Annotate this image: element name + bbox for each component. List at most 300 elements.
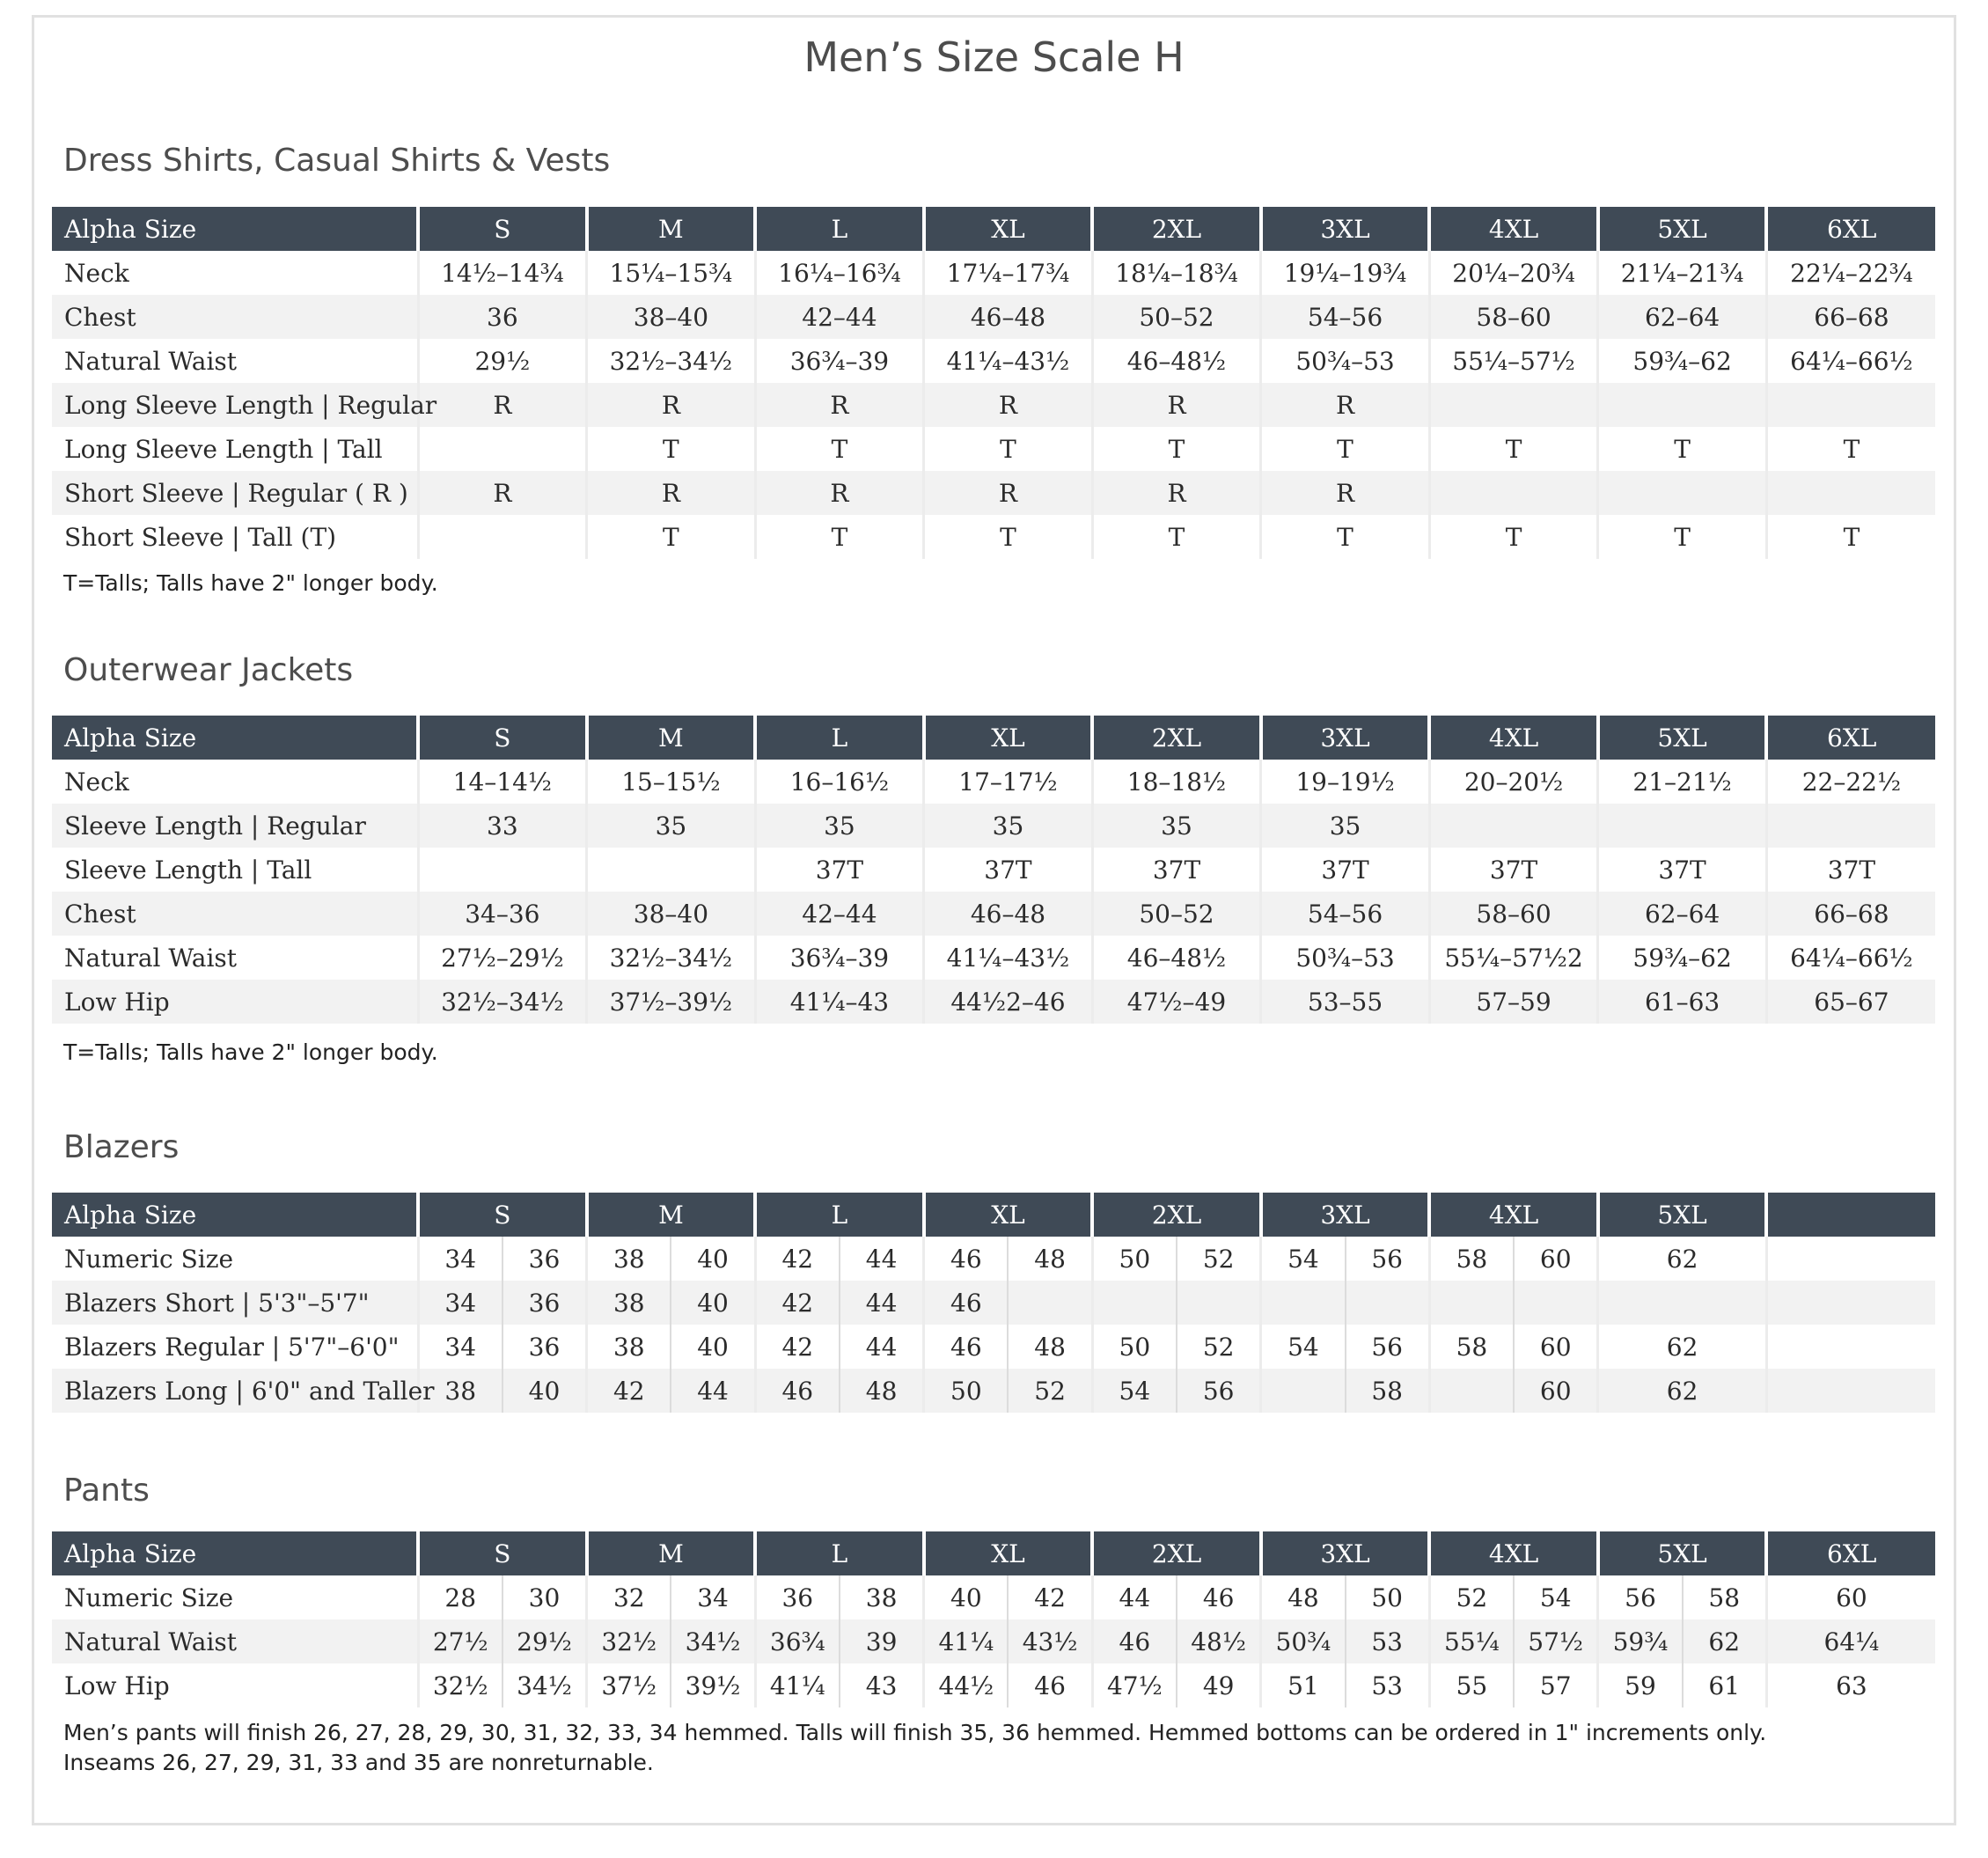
table-cell: 36 — [418, 295, 587, 339]
table-cell: 50 — [1092, 1237, 1177, 1281]
table-cell: 32½–34½ — [587, 339, 756, 383]
table-cell: 21¼–21¾ — [1598, 251, 1767, 295]
table-row — [52, 1369, 1935, 1413]
table-cell: 40 — [671, 1281, 755, 1325]
table-cell — [1766, 383, 1935, 427]
table-row — [52, 848, 1935, 892]
table-cell: 60 — [1766, 1575, 1935, 1619]
table-cell: 35 — [587, 804, 756, 848]
table-cell: 15–15½ — [587, 760, 756, 804]
size-header: 2XL — [1092, 207, 1261, 251]
table-cell: 46 — [1092, 1619, 1177, 1663]
size-header: 6XL — [1766, 1531, 1935, 1575]
table-cell: 56 — [1346, 1237, 1430, 1281]
table-cell: 40 — [924, 1575, 1009, 1619]
table-cell: T — [1598, 515, 1767, 559]
table-row — [52, 1619, 1935, 1663]
table-cell: 22¼–22¾ — [1766, 251, 1935, 295]
table-cell: 49 — [1177, 1663, 1261, 1707]
table-cell: 54 — [1261, 1237, 1346, 1281]
table-cell: 50 — [1092, 1325, 1177, 1369]
table-cell: 58 — [1683, 1575, 1767, 1619]
table-cell: 59¾ — [1598, 1619, 1683, 1663]
table-cell: 50¾–53 — [1261, 339, 1430, 383]
alpha-size-header: Alpha Size — [52, 1531, 418, 1575]
size-header: 3XL — [1261, 1193, 1430, 1237]
table-cell: 16–16½ — [755, 760, 924, 804]
size-header: S — [418, 716, 587, 760]
table-cell: T — [924, 427, 1093, 471]
table-cell: 34 — [418, 1325, 503, 1369]
table-cell: 36¾–39 — [755, 936, 924, 980]
row-label: Sleeve Length | Regular — [52, 804, 418, 848]
table-cell — [418, 515, 587, 559]
table-cell — [1429, 1281, 1514, 1325]
table-cell: R — [755, 471, 924, 515]
size-header: M — [587, 1193, 756, 1237]
table-cell: 34½ — [503, 1663, 587, 1707]
table-cell: 34 — [418, 1237, 503, 1281]
size-header: 4XL — [1429, 716, 1598, 760]
table-cell: 54–56 — [1261, 892, 1430, 936]
table-cell: 48 — [840, 1369, 924, 1413]
table-cell: 47½–49 — [1092, 980, 1261, 1024]
table-cell: 46 — [755, 1369, 840, 1413]
table-cell: 61 — [1683, 1663, 1767, 1707]
table-cell: 37½–39½ — [587, 980, 756, 1024]
table-cell: 21–21½ — [1598, 760, 1767, 804]
table-cell: 20–20½ — [1429, 760, 1598, 804]
row-label: Neck — [64, 767, 129, 797]
table-cell: 18¼–18¾ — [1092, 251, 1261, 295]
table-cell: 44 — [840, 1237, 924, 1281]
table-cell: 37T — [755, 848, 924, 892]
table-cell — [1177, 1281, 1261, 1325]
table-cell: 46 — [924, 1281, 1009, 1325]
table-cell: 42 — [587, 1369, 671, 1413]
table-cell: 41¼–43 — [755, 980, 924, 1024]
table-cell — [587, 848, 756, 892]
table-cell: 42 — [755, 1237, 840, 1281]
table-cell: 34½ — [671, 1619, 755, 1663]
table-cell: 41¼ — [755, 1663, 840, 1707]
row-label: Neck — [64, 258, 129, 288]
blazers-section-title: Blazers — [63, 1129, 180, 1165]
size-header: L — [755, 1193, 924, 1237]
table-cell: T — [587, 515, 756, 559]
size-header: XL — [924, 1531, 1093, 1575]
row-label: Short Sleeve | Regular ( R ) — [52, 471, 418, 515]
table-cell: 43 — [840, 1663, 924, 1707]
table-cell — [1766, 471, 1935, 515]
table-cell: 57½ — [1514, 1619, 1598, 1663]
table-cell: 30 — [503, 1575, 587, 1619]
table-cell: T — [1261, 515, 1430, 559]
table-cell — [1429, 471, 1598, 515]
page-title: Men’s Size Scale H — [803, 33, 1185, 81]
row-label: Chest — [52, 892, 418, 936]
table-row — [52, 1281, 1935, 1325]
table-cell — [1766, 1369, 1935, 1413]
table-cell: 46–48½ — [1092, 339, 1261, 383]
table-cell: 48 — [1008, 1237, 1092, 1281]
table-cell: 66–68 — [1766, 892, 1935, 936]
pants-section-title: Pants — [63, 1472, 150, 1509]
table-row — [52, 383, 1935, 427]
row-label: Natural Waist — [52, 1619, 418, 1663]
table-cell: 37T — [1092, 848, 1261, 892]
size-header: 5XL — [1598, 1193, 1767, 1237]
table-cell: 64¼ — [1766, 1619, 1935, 1663]
table-row — [52, 936, 1935, 980]
table-cell: 58 — [1346, 1369, 1430, 1413]
table-cell: 37T — [1429, 848, 1598, 892]
table-cell: 46 — [924, 1237, 1009, 1281]
table-cell: T — [1766, 427, 1935, 471]
table-cell: 38 — [418, 1369, 503, 1413]
table-cell: 41¼–43½ — [924, 339, 1093, 383]
size-header: 4XL — [1429, 1193, 1598, 1237]
table-cell: R — [1092, 383, 1261, 427]
table-cell: 44 — [840, 1325, 924, 1369]
alpha-size-header: Alpha Size — [52, 207, 418, 251]
size-header: 3XL — [1261, 1531, 1430, 1575]
shirts-section-title: Dress Shirts, Casual Shirts & Vests — [63, 143, 611, 179]
table-cell: 52 — [1008, 1369, 1092, 1413]
table-cell: R — [924, 383, 1093, 427]
table-cell: 55¼–57½2 — [1429, 936, 1598, 980]
shirts-table — [52, 207, 1935, 559]
table-cell: 32 — [587, 1575, 671, 1619]
table-cell: 53 — [1346, 1663, 1430, 1707]
table-cell: 38 — [587, 1325, 671, 1369]
table-cell: 62 — [1683, 1619, 1767, 1663]
row-label: Numeric Size — [64, 1244, 234, 1274]
outerwear-table — [52, 716, 1935, 1024]
table-cell: 32½ — [587, 1619, 671, 1663]
table-cell: 38 — [587, 1237, 671, 1281]
alpha-size-header: Alpha Size — [52, 716, 418, 760]
table-cell: R — [1092, 471, 1261, 515]
table-cell: 16¼–16¾ — [755, 251, 924, 295]
outerwear-section-title: Outerwear Jackets — [63, 652, 354, 688]
row-label: Sleeve Length | Tall — [64, 855, 312, 885]
table-cell: 56 — [1598, 1575, 1683, 1619]
table-row — [52, 295, 1935, 339]
table-cell: 54 — [1261, 1325, 1346, 1369]
size-header: XL — [924, 716, 1093, 760]
table-cell — [1092, 1281, 1177, 1325]
table-cell: 44 — [840, 1281, 924, 1325]
table-row — [52, 515, 1935, 559]
table-cell: 32½–34½ — [418, 980, 587, 1024]
table-cell: 37T — [1261, 848, 1430, 892]
table-cell: 14½–14¾ — [418, 251, 587, 295]
size-header: M — [587, 716, 756, 760]
table-cell — [1429, 804, 1598, 848]
table-cell: 37T — [924, 848, 1093, 892]
table-cell: 58 — [1429, 1325, 1514, 1369]
table-cell — [1598, 383, 1767, 427]
table-cell: 14–14½ — [418, 760, 587, 804]
table-cell: 62 — [1598, 1325, 1767, 1369]
table-cell: 58–60 — [1429, 892, 1598, 936]
table-cell: 46 — [1008, 1663, 1092, 1707]
table-cell: 62 — [1598, 1237, 1767, 1281]
table-cell: R — [1261, 383, 1430, 427]
table-cell: 40 — [671, 1325, 755, 1369]
pants-note-line: Inseams 26, 27, 29, 31, 33 and 35 are nonreturnable. — [63, 1750, 654, 1775]
table-cell: R — [755, 383, 924, 427]
table-cell: 44½2–46 — [924, 980, 1093, 1024]
table-cell: 54 — [1092, 1369, 1177, 1413]
table-cell: 36 — [503, 1237, 587, 1281]
table-cell: 60 — [1514, 1237, 1598, 1281]
row-label: Chest — [52, 295, 418, 339]
table-cell: 32½ — [418, 1663, 503, 1707]
table-cell: 40 — [671, 1237, 755, 1281]
size-header: 2XL — [1092, 716, 1261, 760]
table-cell: 29½ — [418, 339, 587, 383]
size-header: 2XL — [1092, 1193, 1261, 1237]
table-row — [52, 471, 1935, 515]
table-cell: 46 — [924, 1325, 1009, 1369]
table-cell: 19¼–19¾ — [1261, 251, 1430, 295]
size-header: 5XL — [1598, 716, 1767, 760]
table-cell: 36 — [755, 1575, 840, 1619]
table-cell: 37T — [1598, 848, 1767, 892]
table-cell: 50–52 — [1092, 892, 1261, 936]
table-cell: 48½ — [1177, 1619, 1261, 1663]
table-cell — [1346, 1281, 1430, 1325]
table-cell: 41¼ — [924, 1619, 1009, 1663]
table-cell: 18–18½ — [1092, 760, 1261, 804]
table-cell: 17–17½ — [924, 760, 1093, 804]
table-row — [52, 1325, 1935, 1369]
size-header: 4XL — [1429, 207, 1598, 251]
table-cell: 47½ — [1092, 1663, 1177, 1707]
row-label: Blazers Long | 6'0" and Taller — [52, 1369, 418, 1413]
row-label: Short Sleeve | Tall (T) — [64, 522, 337, 552]
table-cell: T — [1766, 515, 1935, 559]
table-cell: 48 — [1008, 1325, 1092, 1369]
table-cell: 43½ — [1008, 1619, 1092, 1663]
table-cell: 66–68 — [1766, 295, 1935, 339]
table-cell: R — [924, 471, 1093, 515]
table-cell: T — [1429, 427, 1598, 471]
table-cell: T — [755, 427, 924, 471]
table-cell: 35 — [924, 804, 1093, 848]
size-header: 5XL — [1598, 1531, 1767, 1575]
table-cell: T — [1092, 515, 1261, 559]
table-cell: 52 — [1177, 1325, 1261, 1369]
table-cell: 59¾–62 — [1598, 339, 1767, 383]
table-cell: 52 — [1429, 1575, 1514, 1619]
table-cell: 59 — [1598, 1663, 1683, 1707]
size-header: S — [418, 207, 587, 251]
table-cell: 46–48½ — [1092, 936, 1261, 980]
size-header: L — [755, 1531, 924, 1575]
size-header — [1766, 1193, 1935, 1237]
row-label: Natural Waist — [64, 943, 238, 973]
table-cell: 19–19½ — [1261, 760, 1430, 804]
table-cell: 55¼–57½ — [1429, 339, 1598, 383]
size-header: 6XL — [1766, 207, 1935, 251]
table-cell: 38–40 — [587, 892, 756, 936]
table-cell: 44½ — [924, 1663, 1009, 1707]
table-cell: 60 — [1514, 1325, 1598, 1369]
table-cell: R — [587, 471, 756, 515]
table-cell: R — [1261, 471, 1430, 515]
table-cell — [1598, 804, 1767, 848]
table-cell: 42 — [755, 1281, 840, 1325]
table-row — [52, 980, 1935, 1024]
table-cell: 56 — [1346, 1325, 1430, 1369]
table-row — [52, 1575, 1935, 1619]
table-cell: 57–59 — [1429, 980, 1598, 1024]
table-cell: 56 — [1177, 1369, 1261, 1413]
table-cell: 58 — [1429, 1237, 1514, 1281]
table-cell — [1766, 1237, 1935, 1281]
table-cell — [1429, 1369, 1514, 1413]
table-cell: 46–48 — [924, 295, 1093, 339]
table-cell: 64¼–66½ — [1766, 936, 1935, 980]
table-header-row — [52, 1193, 1935, 1237]
table-cell: 42 — [1008, 1575, 1092, 1619]
table-cell: T — [1429, 515, 1598, 559]
table-cell: 28 — [418, 1575, 503, 1619]
table-cell: 58–60 — [1429, 295, 1598, 339]
table-cell: 59¾–62 — [1598, 936, 1767, 980]
table-cell: T — [924, 515, 1093, 559]
table-cell: 34–36 — [418, 892, 587, 936]
table-cell: 48 — [1261, 1575, 1346, 1619]
table-cell — [1766, 1325, 1935, 1369]
outerwear-note: T=Talls; Talls have 2" longer body. — [63, 1039, 438, 1065]
table-cell — [1766, 804, 1935, 848]
table-cell: 62 — [1598, 1369, 1767, 1413]
table-cell: 34 — [418, 1281, 503, 1325]
size-header: XL — [924, 1193, 1093, 1237]
size-header: 5XL — [1598, 207, 1767, 251]
table-cell — [418, 427, 587, 471]
shirts-note: T=Talls; Talls have 2" longer body. — [63, 570, 438, 596]
table-cell: 39½ — [671, 1663, 755, 1707]
table-cell: 62–64 — [1598, 892, 1767, 936]
table-cell: 36 — [503, 1325, 587, 1369]
table-cell: 40 — [503, 1369, 587, 1413]
table-cell: 55¼ — [1429, 1619, 1514, 1663]
table-cell: 44 — [1092, 1575, 1177, 1619]
row-label: Blazers Short | 5'3"–5'7" — [52, 1281, 418, 1325]
table-header-row — [52, 716, 1935, 760]
table-cell: 27½ — [418, 1619, 503, 1663]
table-cell: R — [587, 383, 756, 427]
size-header: L — [755, 716, 924, 760]
table-cell — [1008, 1281, 1092, 1325]
table-cell: 50¾–53 — [1261, 936, 1430, 980]
table-row — [52, 1663, 1935, 1707]
table-cell: 57 — [1514, 1663, 1598, 1707]
table-row — [52, 892, 1935, 936]
table-cell — [1429, 383, 1598, 427]
size-header: 3XL — [1261, 207, 1430, 251]
row-label: Low Hip — [64, 1671, 170, 1700]
table-cell: 27½–29½ — [418, 936, 587, 980]
table-cell: 36¾ — [755, 1619, 840, 1663]
size-header: 2XL — [1092, 1531, 1261, 1575]
table-cell: T — [1598, 427, 1767, 471]
pants-table — [52, 1531, 1935, 1707]
table-cell: T — [1092, 427, 1261, 471]
table-cell — [1598, 471, 1767, 515]
table-cell: 50 — [1346, 1575, 1430, 1619]
table-row — [52, 760, 1935, 804]
table-cell: 42 — [755, 1325, 840, 1369]
table-cell: 46–48 — [924, 892, 1093, 936]
table-cell: 54 — [1514, 1575, 1598, 1619]
size-header: S — [418, 1531, 587, 1575]
table-cell: T — [1261, 427, 1430, 471]
size-header: 6XL — [1766, 716, 1935, 760]
table-cell: 53–55 — [1261, 980, 1430, 1024]
size-header: M — [587, 207, 756, 251]
table-header-row — [52, 1531, 1935, 1575]
pants-note-line: Men’s pants will finish 26, 27, 28, 29, 30, 31, 32, 33, 34 hemmed. Talls will finish 35, 36 hemmed. Hemmed bottoms can be ordered in 1" increments only. — [63, 1720, 1767, 1745]
row-label: Blazers Regular | 5'7"–6'0" — [64, 1332, 400, 1362]
table-cell: 64¼–66½ — [1766, 339, 1935, 383]
table-cell: T — [755, 515, 924, 559]
table-cell: 32½–34½ — [587, 936, 756, 980]
table-cell: 22–22½ — [1766, 760, 1935, 804]
size-header: S — [418, 1193, 587, 1237]
size-header: 3XL — [1261, 716, 1430, 760]
table-cell: 33 — [418, 804, 587, 848]
table-cell: 35 — [1092, 804, 1261, 848]
table-cell: 38 — [587, 1281, 671, 1325]
table-cell: 63 — [1766, 1663, 1935, 1707]
table-cell: 55 — [1429, 1663, 1514, 1707]
table-cell: 17¼–17¾ — [924, 251, 1093, 295]
table-cell: 37½ — [587, 1663, 671, 1707]
table-cell: 15¼–15¾ — [587, 251, 756, 295]
table-cell — [1598, 1281, 1767, 1325]
size-header: M — [587, 1531, 756, 1575]
table-cell: 34 — [671, 1575, 755, 1619]
alpha-size-header: Alpha Size — [52, 1193, 418, 1237]
blazers-table — [52, 1193, 1935, 1413]
row-label: Natural Waist — [64, 346, 238, 376]
table-cell: 61–63 — [1598, 980, 1767, 1024]
table-cell: R — [418, 383, 587, 427]
table-cell: 42–44 — [755, 892, 924, 936]
table-cell: 42–44 — [755, 295, 924, 339]
table-cell — [418, 848, 587, 892]
table-cell: T — [587, 427, 756, 471]
size-header: XL — [924, 207, 1093, 251]
size-header: L — [755, 207, 924, 251]
row-label: Long Sleeve Length | Regular — [52, 383, 418, 427]
table-cell: 35 — [755, 804, 924, 848]
table-cell: 46 — [1177, 1575, 1261, 1619]
table-cell: R — [418, 471, 587, 515]
table-cell: 50¾ — [1261, 1619, 1346, 1663]
table-cell: 51 — [1261, 1663, 1346, 1707]
table-cell: 44 — [671, 1369, 755, 1413]
table-row — [52, 251, 1935, 295]
table-cell: 53 — [1346, 1619, 1430, 1663]
table-row — [52, 339, 1935, 383]
